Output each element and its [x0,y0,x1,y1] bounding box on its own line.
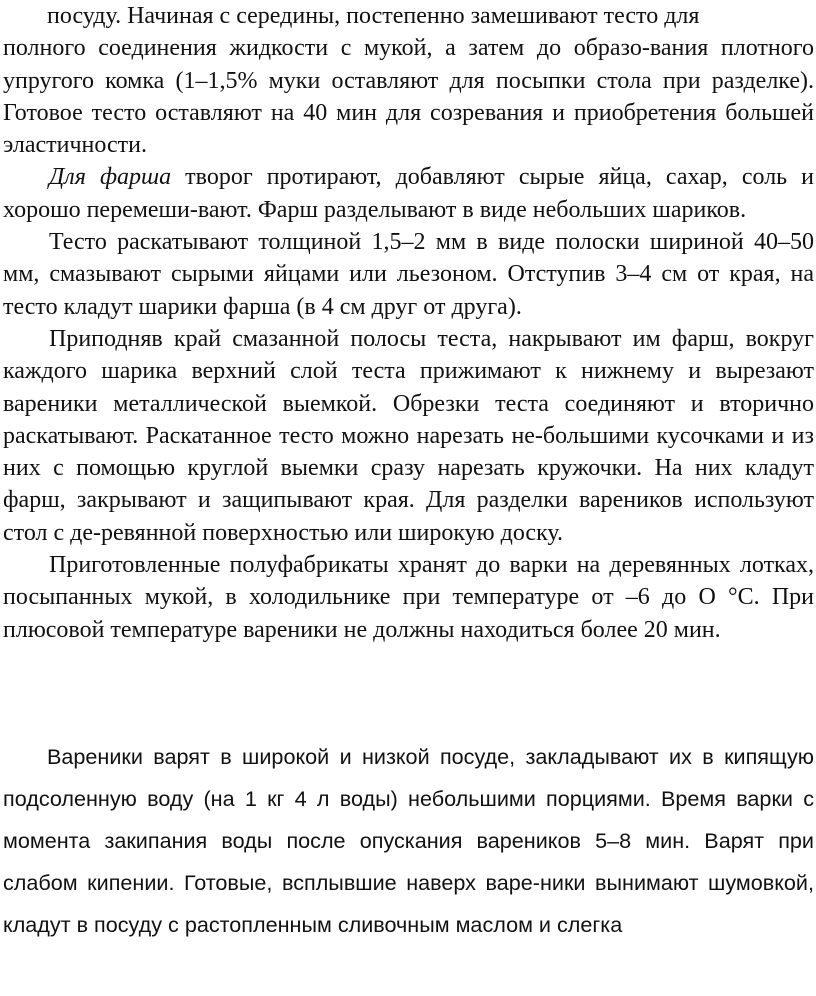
sans-text-block [3,736,814,946]
paragraph-1-first-line: посуду. Начиная с середины, постепенно замешивают тесто для [47,3,700,29]
paragraph-1: полного соединения жидкости с мукой, а затем до образо-вания плотного упругого комка (1–1,5% муки оставляют для посыпки стола при разделке). Готовое тесто оставляют на 40 мин для созревания и приобретения большей эластичности. [3,35,814,159]
paragraph-6: Вареники варят в широкой и низкой посуде, закладывают их в кипящую подсоленную воду (на 1 кг 4 л воды) небольшими порциями. Время варки с момента закипания воды после опускания вареников 5–8 мин. Варят при слабом кипении. Готовые, всплывшие наверх варе-ники вынимают шумовкой, кладут в посуду с растопленным сливочным маслом и слегка [3,744,814,937]
serif-text-block [3,0,814,646]
paragraph-3: Тесто раскатывают толщиной 1,5–2 мм в виде полоски шириной 40–50 мм, смазывают сырыми яйцами или льезоном. Отступив 3–4 см от края, на тесто кладут шарики фарша (в 4 см друг от друга). [3,229,814,320]
paragraph-5: Приготовленные полуфабрикаты хранят до варки на деревянных лотках, посыпанных мукой, в холодильнике при температуре от –6 до О °С. При плюсовой температуре вареники не должны находиться более 20 мин. [3,552,814,643]
paragraph-4: Приподняв край смазанной полосы теста, накрывают им фарш, вокруг каждого шарика верхний слой теста прижимают к нижнему и вырезают вареники металлической выемкой. Обрезки теста соединяют и вторично раскатывают. Раскатанное тесто можно нарезать не-большими кусочками и из них с помощью круглой выемки сразу нарезать кружочки. На них кладут фарш, закрывают и защипывают края. Для разделки вареников используют стол с де-ревянной поверхностью или широкую доску. [3,325,814,546]
paragraph-2 [3,161,814,226]
paragraph-2-italic-lead: Для фарша [49,164,172,191]
paragraph-2-text: творог протирают, добавляют сырые яйца, сахар, соль и хорошо перемеши-вают. Фарш разделывают в виде небольших шариков. [3,164,815,223]
